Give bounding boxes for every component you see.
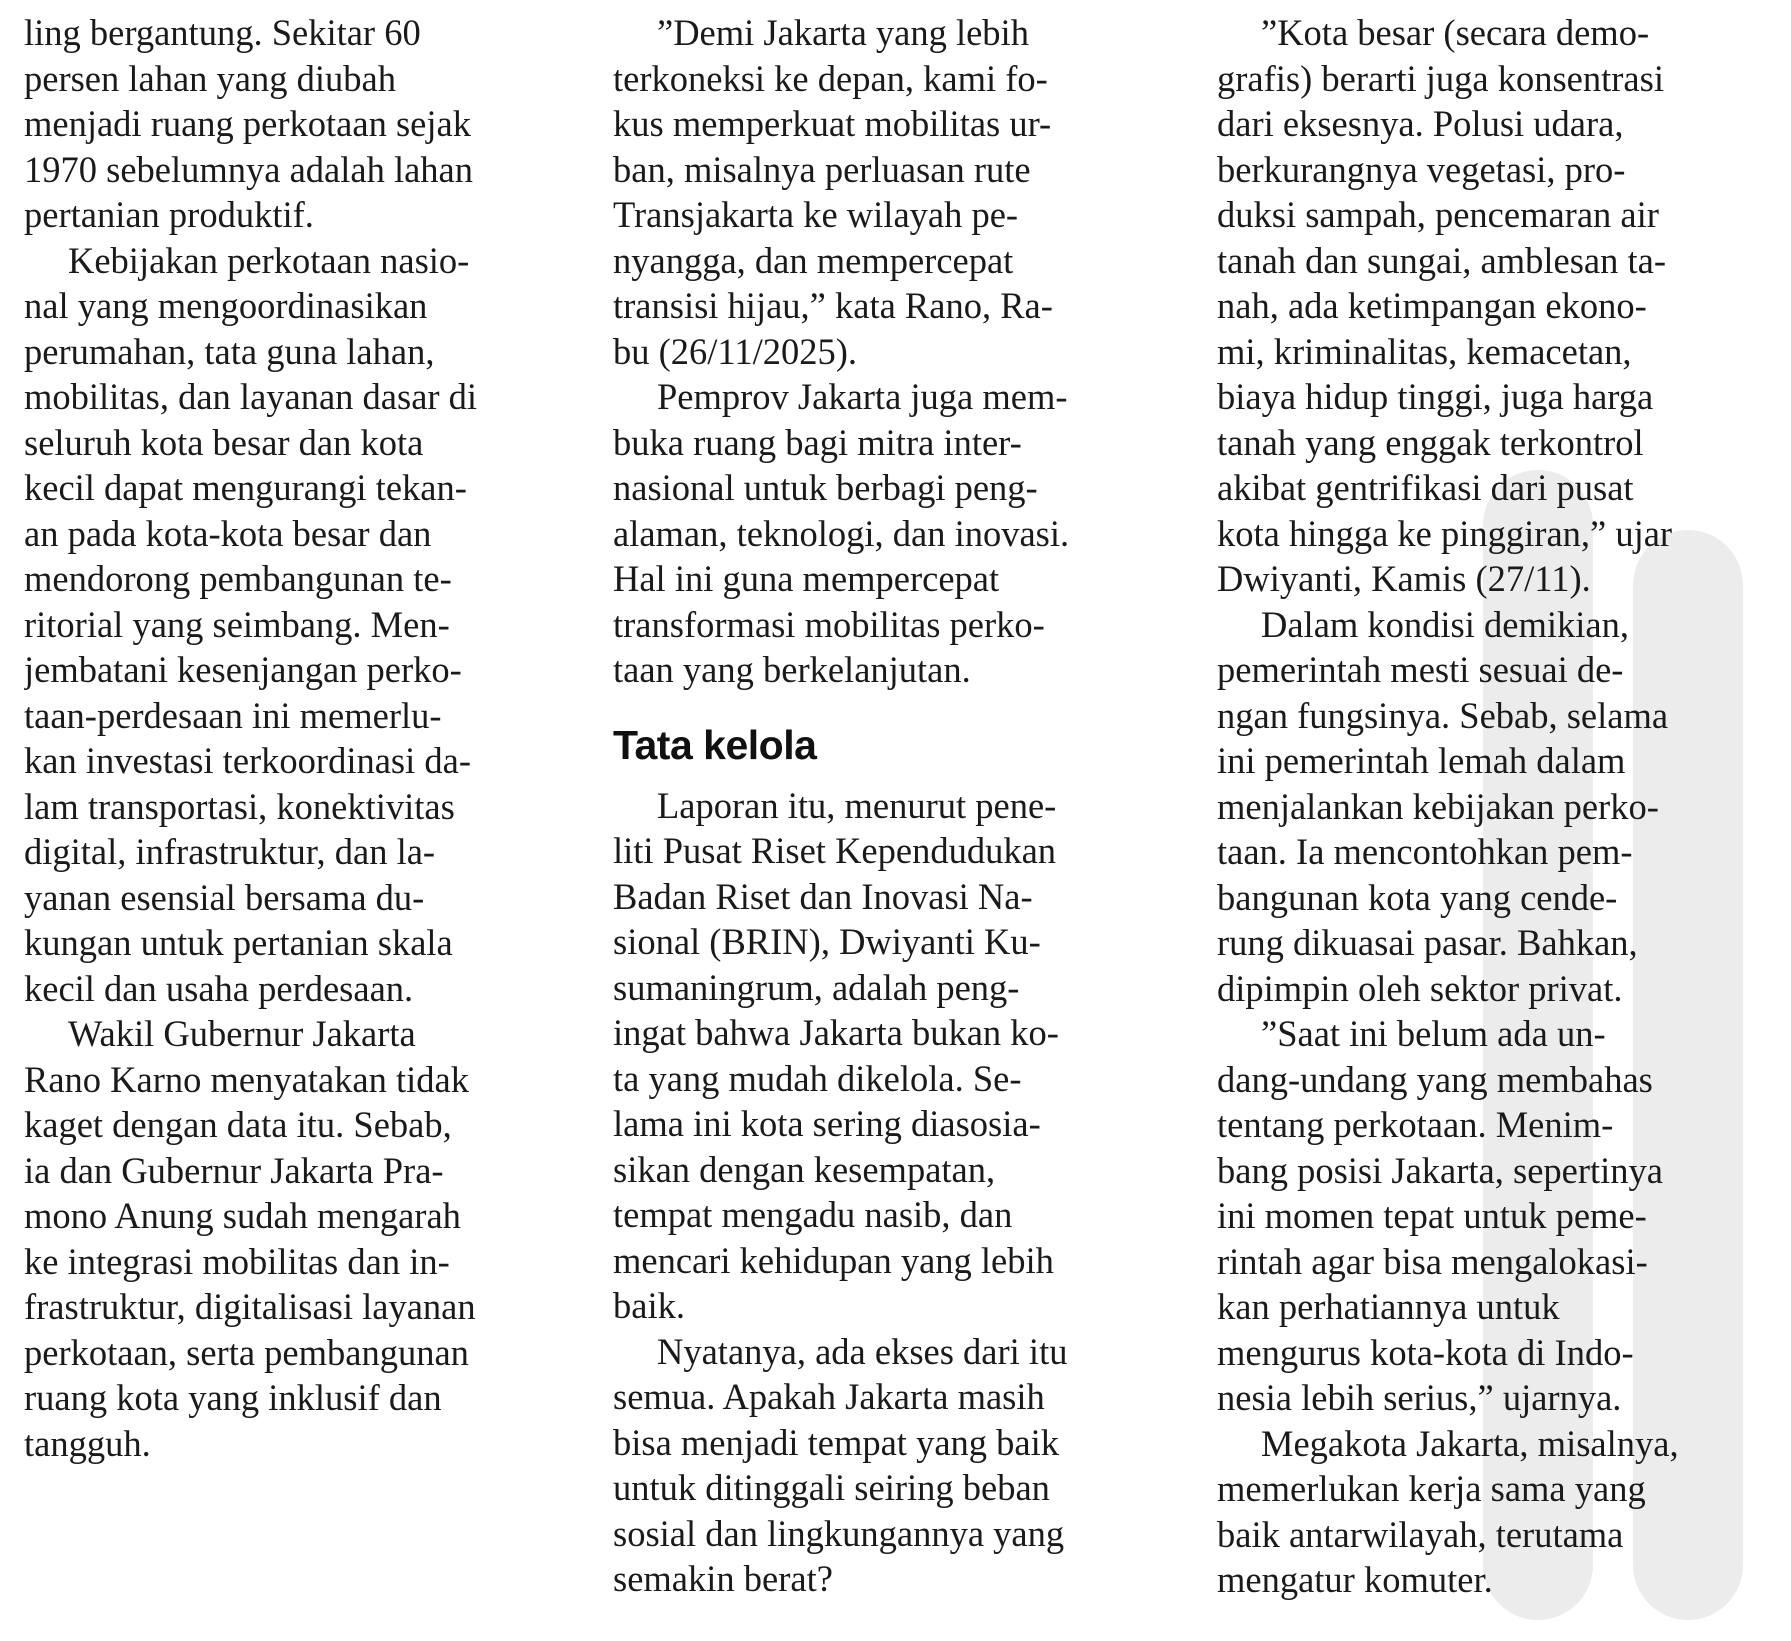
text-line: berkurangnya vegetasi, pro- <box>1217 148 1626 190</box>
text-line: kecil dapat mengurangi tekan- <box>24 467 467 508</box>
text-line: ia dan Gubernur Jakarta Pra- <box>24 1149 444 1191</box>
text-line: dipimpin oleh sektor privat. <box>1217 967 1623 1009</box>
text-line: bangunan kota yang cende- <box>1217 876 1618 918</box>
paragraph <box>1217 1421 1777 1603</box>
text-line: biaya hidup tinggi, juga harga <box>1217 376 1654 417</box>
text-line: jembatani kesenjangan perko- <box>24 649 462 690</box>
text-line: tangguh. <box>24 1422 151 1464</box>
text-line: Wakil Gubernur Jakarta <box>68 1013 416 1054</box>
text-line: Kebijakan perkotaan nasio- <box>68 239 470 281</box>
section-heading: Tata kelola <box>613 721 817 768</box>
text-line: nasional untuk berbagi peng- <box>613 467 1038 508</box>
text-line: ban, misalnya perluasan rute <box>613 148 1031 190</box>
text-line: mendorong pembangunan te- <box>24 558 452 599</box>
text-line: untuk ditinggali seiring beban <box>613 1467 1050 1508</box>
text-line: 1970 sebelumnya adalah lahan <box>24 148 473 190</box>
text-line: frastruktur, digitalisasi layanan <box>24 1286 476 1327</box>
text-line: ”Demi Jakarta yang lebih <box>657 12 1029 53</box>
text-line: nesia lebih serius,” ujarnya. <box>1217 1377 1622 1418</box>
text-line: Transjakarta ke wilayah pe- <box>613 194 1019 235</box>
text-line: Nyatanya, ada ekses dari itu <box>657 1330 1068 1372</box>
text-line: pemerintah mesti sesuai de- <box>1217 649 1624 690</box>
text-line: akibat gentrifikasi dari pusat <box>1217 467 1634 508</box>
text-line: persen lahan yang diubah <box>24 57 396 99</box>
paragraph <box>1217 10 1777 602</box>
text-line: kungan untuk pertanian skala <box>24 922 453 963</box>
article-column-1 <box>24 0 579 1641</box>
text-line: ke integrasi mobilitas dan in- <box>24 1240 450 1282</box>
text-line: dang-undang yang membahas <box>1217 1058 1653 1100</box>
text-line: transformasi mobilitas perko- <box>613 603 1045 645</box>
text-line: seluruh kota besar dan kota <box>24 421 424 463</box>
text-line: transisi hijau,” kata Rano, Ra- <box>613 285 1053 326</box>
text-line: tanah yang enggak terkontrol <box>1217 421 1644 463</box>
text-line: ini pemerintah lemah dalam <box>1217 740 1626 781</box>
text-line: perumahan, tata guna lahan, <box>24 330 435 372</box>
text-line: kan investasi terkoordinasi da- <box>24 740 472 781</box>
text-line: bu (26/11/2025). <box>613 330 857 372</box>
text-line: taan yang berkelanjutan. <box>613 649 971 690</box>
text-line: Dwiyanti, Kamis (27/11). <box>1217 558 1591 599</box>
text-line: perkotaan, serta pembangunan <box>24 1331 469 1373</box>
text-line: Pemprov Jakarta juga mem- <box>657 376 1068 417</box>
text-line: sumaningrum, adalah peng- <box>613 966 1020 1008</box>
text-line: dari eksesnya. Polusi udara, <box>1217 103 1624 144</box>
paragraph <box>1217 1011 1777 1421</box>
text-line: ”Saat ini belum ada un- <box>1261 1013 1606 1054</box>
text-line: sional (BRIN), Dwiyanti Ku- <box>613 921 1041 962</box>
text-line: lama ini kota sering diasosia- <box>613 1103 1041 1144</box>
text-line: mono Anung sudah mengarah <box>24 1195 461 1236</box>
text-line: rintah agar bisa mengalokasi- <box>1217 1240 1648 1282</box>
text-line: ingat bahwa Jakarta bukan ko- <box>613 1012 1059 1053</box>
text-line: yanan esensial bersama du- <box>24 876 425 918</box>
text-line: semakin berat? <box>613 1558 833 1599</box>
paragraph <box>613 1329 1173 1602</box>
text-line: menjadi ruang perkotaan sejak <box>24 103 471 144</box>
text-line: nyangga, dan mempercepat <box>613 239 1014 281</box>
paragraph <box>1217 602 1777 1012</box>
text-line: ta yang mudah dikelola. Se- <box>613 1057 1022 1099</box>
text-line: ling bergantung. Sekitar 60 <box>24 12 421 53</box>
text-line: Rano Karno menyatakan tidak <box>24 1058 469 1100</box>
text-line: tentang perkotaan. Menim- <box>1217 1104 1614 1145</box>
text-line: taan. Ia mencontohkan pem- <box>1217 831 1633 872</box>
text-line: ritorial yang seimbang. Men- <box>24 603 450 645</box>
text-line: tanah dan sungai, amblesan ta- <box>1217 239 1666 281</box>
text-line: Dalam kondisi demikian, <box>1261 603 1629 645</box>
text-line: terkoneksi ke depan, kami fo- <box>613 57 1048 99</box>
text-line: ”Kota besar (secara demo- <box>1261 12 1650 53</box>
text-line: sikan dengan kesempatan, <box>613 1148 996 1190</box>
article-column-2 <box>613 0 1173 1641</box>
text-line: Badan Riset dan Inovasi Na- <box>613 875 1033 917</box>
text-line: baik. <box>613 1285 685 1326</box>
text-line: lam transportasi, konektivitas <box>24 785 455 827</box>
paragraph <box>613 374 1173 693</box>
text-line: liti Pusat Riset Kependudukan <box>613 830 1057 871</box>
text-line: baik antarwilayah, terutama <box>1217 1513 1624 1555</box>
text-line: taan-perdesaan ini memerlu- <box>24 694 442 736</box>
text-line: mi, kriminalitas, kemacetan, <box>1217 330 1632 372</box>
text-line: buka ruang bagi mitra inter- <box>613 421 1022 463</box>
paragraph <box>24 10 579 238</box>
text-line: tempat mengadu nasib, dan <box>613 1194 1013 1235</box>
text-line: mengurus kota-kota di Indo- <box>1217 1331 1634 1373</box>
text-line: ini momen tepat untuk peme- <box>1217 1195 1647 1236</box>
text-line: Laporan itu, menurut pene- <box>657 784 1057 826</box>
text-line: kus memperkuat mobilitas ur- <box>613 103 1052 144</box>
paragraph <box>613 10 1173 374</box>
text-line: mobilitas, dan layanan dasar di <box>24 376 478 417</box>
text-line: kota hingga ke pinggiran,” ujar <box>1217 512 1673 554</box>
paragraph <box>24 238 579 1012</box>
text-line: pertanian produktif. <box>24 194 314 235</box>
paragraph <box>24 1011 579 1466</box>
text-line: an pada kota-kota besar dan <box>24 512 432 554</box>
text-line: ngan fungsinya. Sebab, selama <box>1217 694 1669 736</box>
text-line: bang posisi Jakarta, sepertinya <box>1217 1149 1663 1191</box>
text-line: mengatur komuter. <box>1217 1559 1493 1600</box>
article-column-3 <box>1217 0 1777 1641</box>
text-line: memerlukan kerja sama yang <box>1217 1468 1646 1509</box>
text-line: ruang kota yang inklusif dan <box>24 1377 442 1418</box>
text-line: nal yang mengoordinasikan <box>24 285 428 326</box>
text-line: kan perhatiannya untuk <box>1217 1286 1560 1327</box>
text-line: mencari kehidupan yang lebih <box>613 1239 1054 1281</box>
text-line: rung dikuasai pasar. Bahkan, <box>1217 922 1638 963</box>
text-line: bisa menjadi tempat yang baik <box>613 1421 1059 1463</box>
text-line: grafis) berarti juga konsentrasi <box>1217 57 1664 99</box>
text-line: kecil dan usaha perdesaan. <box>24 967 414 1009</box>
text-line: menjalankan kebijakan perko- <box>1217 785 1659 827</box>
text-line: Megakota Jakarta, misalnya, <box>1261 1422 1679 1464</box>
text-line: sosial dan lingkungannya yang <box>613 1512 1065 1554</box>
text-line: semua. Apakah Jakarta masih <box>613 1376 1045 1417</box>
text-line: duksi sampah, pencemaran air <box>1217 194 1659 235</box>
text-line: kaget dengan data itu. Sebab, <box>24 1104 452 1145</box>
text-line: Hal ini guna mempercepat <box>613 558 1000 599</box>
text-line: alaman, teknologi, dan inovasi. <box>613 512 1070 554</box>
text-line: nah, ada ketimpangan ekono- <box>1217 285 1647 326</box>
paragraph <box>613 783 1173 1329</box>
text-line: digital, infrastruktur, dan la- <box>24 831 436 872</box>
